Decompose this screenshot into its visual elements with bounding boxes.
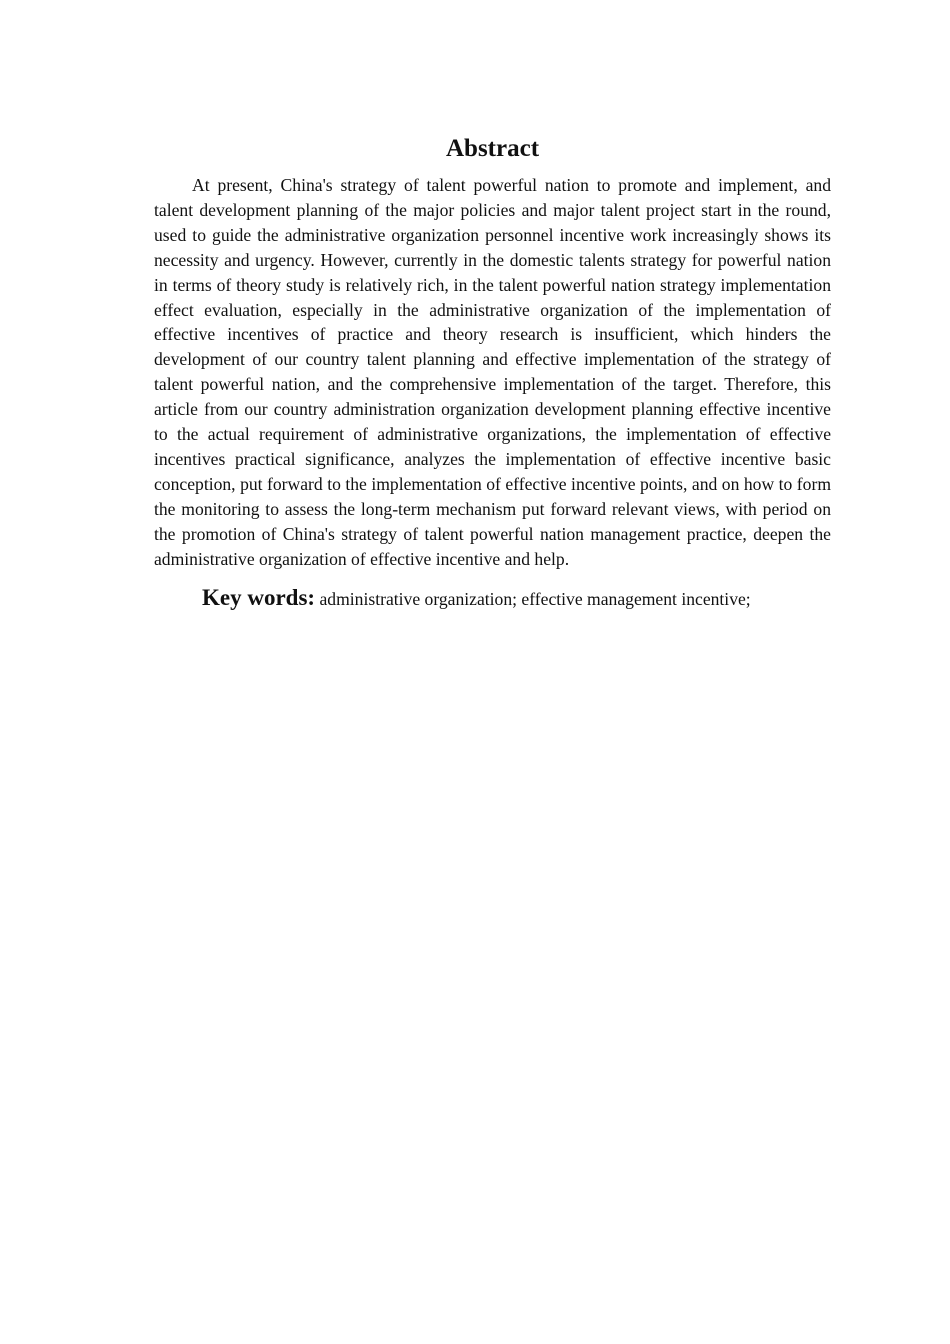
- keywords-line: [154, 584, 831, 613]
- abstract-body: At present, China's strategy of talent powerful nation to promote and implement, and talent development planning of the major policies and major talent project start in the round, used to guide the administrative organization personnel incentive work increasingly shows its necessity and urgency. However, currently in the domestic talents strategy for powerful nation in terms of theory study is relatively rich, in the talent powerful nation strategy implementation effect evaluation, especially in the administrative organization of the implementation of effective incentives of practice and theory research is insufficient, which hinders the development of our country talent planning and effective implementation of the strategy of talent powerful nation, and the comprehensive implementation of the target. Therefore, this article from our country administration organization development planning effective incentive to the actual requirement of administrative organizations, the implementation of effective incentives practical significance, analyzes the implementation of effective incentive basic conception, put forward to the implementation of effective incentive points, and on how to form the monitoring to assess the long-term mechanism put forward relevant views, with period on the promotion of China's strategy of talent powerful nation management practice, deepen the administrative organization of effective incentive and help.: [154, 175, 831, 569]
- keywords-label: Key words:: [202, 584, 316, 610]
- keywords-text: administrative organization; effective management incentive;: [319, 588, 751, 609]
- abstract-page: [154, 133, 831, 613]
- abstract-title: Abstract: [445, 135, 540, 162]
